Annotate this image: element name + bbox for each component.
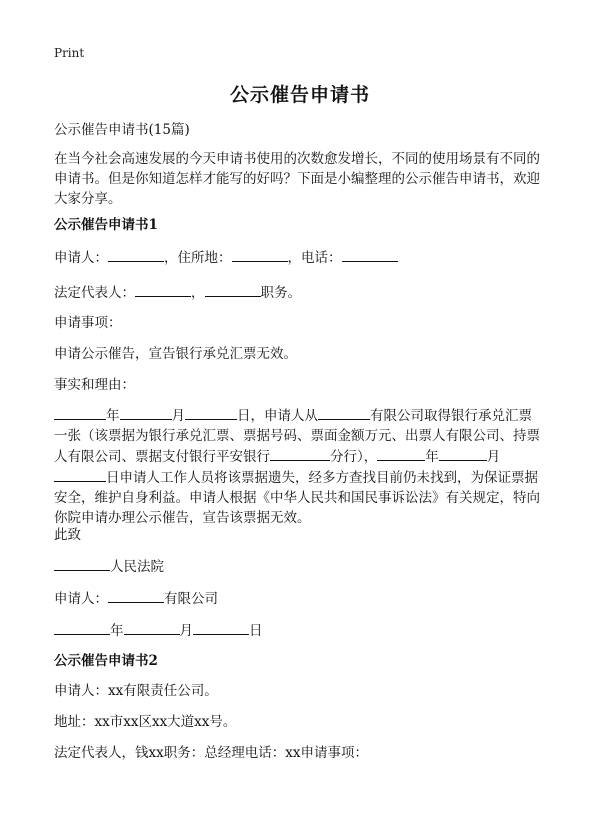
day-blank-2 <box>54 467 106 482</box>
sign-blank <box>108 588 164 603</box>
facts-line <box>54 446 552 467</box>
position-label: 职务。 <box>260 285 301 301</box>
applicant-line <box>54 247 554 268</box>
month-label: 月 <box>171 408 185 424</box>
month-blank <box>120 405 172 420</box>
month-label-2: 月 <box>486 449 501 465</box>
section-1-heading: 公示催告申请书1 <box>54 217 158 233</box>
address-label: ，住所地： <box>164 250 232 266</box>
court-blank <box>54 556 110 571</box>
legal-rep-line <box>54 282 554 303</box>
section-2-legal-rep: 法定代表人，钱xx职务：总经理电话：xx申请事项： <box>54 745 368 761</box>
day-label: 日，申请人从 <box>237 408 318 424</box>
company-blank <box>318 405 370 420</box>
document-title: 公示催告申请书 <box>229 84 370 106</box>
document-subtitle: 公示催告申请书(15篇) <box>54 122 190 138</box>
intro-line: 大家分享。 <box>54 191 122 207</box>
branch-blank <box>270 446 330 461</box>
print-link[interactable]: Print <box>54 46 85 60</box>
section-2-heading: 公示催告申请书2 <box>54 653 158 669</box>
facts-line: 一张（该票据为银行承兑汇票、票据号码、票面金额万元、出票人有限公司、持票 <box>54 428 540 444</box>
bank-text: 人有限公司、票据支付银行平安银行 <box>54 449 270 465</box>
section-2-applicant: 申请人：xx有限责任公司。 <box>54 683 218 699</box>
facts-label: 事实和理由： <box>54 377 135 393</box>
day-blank <box>185 405 237 420</box>
date-month-label: 月 <box>179 623 193 639</box>
legal-rep-sep: ， <box>191 285 205 301</box>
date-year-blank <box>54 620 110 635</box>
court-line <box>54 556 554 577</box>
year-label: 年 <box>106 408 120 424</box>
company-text: 有限公司取得银行承兑汇票 <box>370 408 532 424</box>
month-blank-2 <box>439 446 487 461</box>
loss-text: 日申请人工作人员将该票据遗失，经多方查找目前仍未找到，为保证票据 <box>106 470 538 486</box>
facts-line <box>54 405 552 426</box>
applicant-label: 申请人： <box>54 250 108 266</box>
matters-label: 申请事项： <box>54 315 122 331</box>
applicant-blank <box>108 247 164 262</box>
date-day-blank <box>193 620 249 635</box>
intro-line: 在当今社会高速发展的今天申请书使用的次数愈发增长，不同的使用场景有不同的 <box>54 151 540 167</box>
greeting: 此致 <box>54 527 81 543</box>
facts-line: 你院申请办理公示催告，宣告该票据无效。 <box>54 510 311 526</box>
sign-suffix: 有限公司 <box>164 591 218 607</box>
date-month-blank <box>124 620 180 635</box>
legal-rep-blank <box>135 282 191 297</box>
year-label-2: 年 <box>425 449 439 465</box>
date-year-label: 年 <box>110 623 124 639</box>
date-line <box>54 620 554 641</box>
facts-line <box>54 467 552 488</box>
intro-line: 申请书。但是你知道怎样才能写的好吗？下面是小编整理的公示催告申请书，欢迎 <box>54 171 540 187</box>
phone-blank <box>342 247 398 262</box>
address-blank <box>232 247 288 262</box>
facts-line: 安全，维护自身利益。申请人根据《中华人民共和国民事诉讼法》有关规定，特向 <box>54 490 540 506</box>
facts-paragraph <box>54 405 552 528</box>
year-blank-2 <box>377 446 425 461</box>
sign-line <box>54 588 554 609</box>
intro-paragraph <box>54 149 552 209</box>
legal-rep-label: 法定代表人： <box>54 285 135 301</box>
matters-text: 申请公示催告，宣告银行承兑汇票无效。 <box>54 346 297 362</box>
section-2-address: 地址：xx市xx区xx大道xx号。 <box>54 714 237 730</box>
position-blank <box>205 282 261 297</box>
year-blank <box>54 405 106 420</box>
branch-label: 分行）， <box>330 449 378 465</box>
date-day-label: 日 <box>249 623 263 639</box>
phone-label: ，电话： <box>287 250 342 266</box>
court-label: 人民法院 <box>110 559 164 575</box>
sign-label: 申请人： <box>54 591 108 607</box>
